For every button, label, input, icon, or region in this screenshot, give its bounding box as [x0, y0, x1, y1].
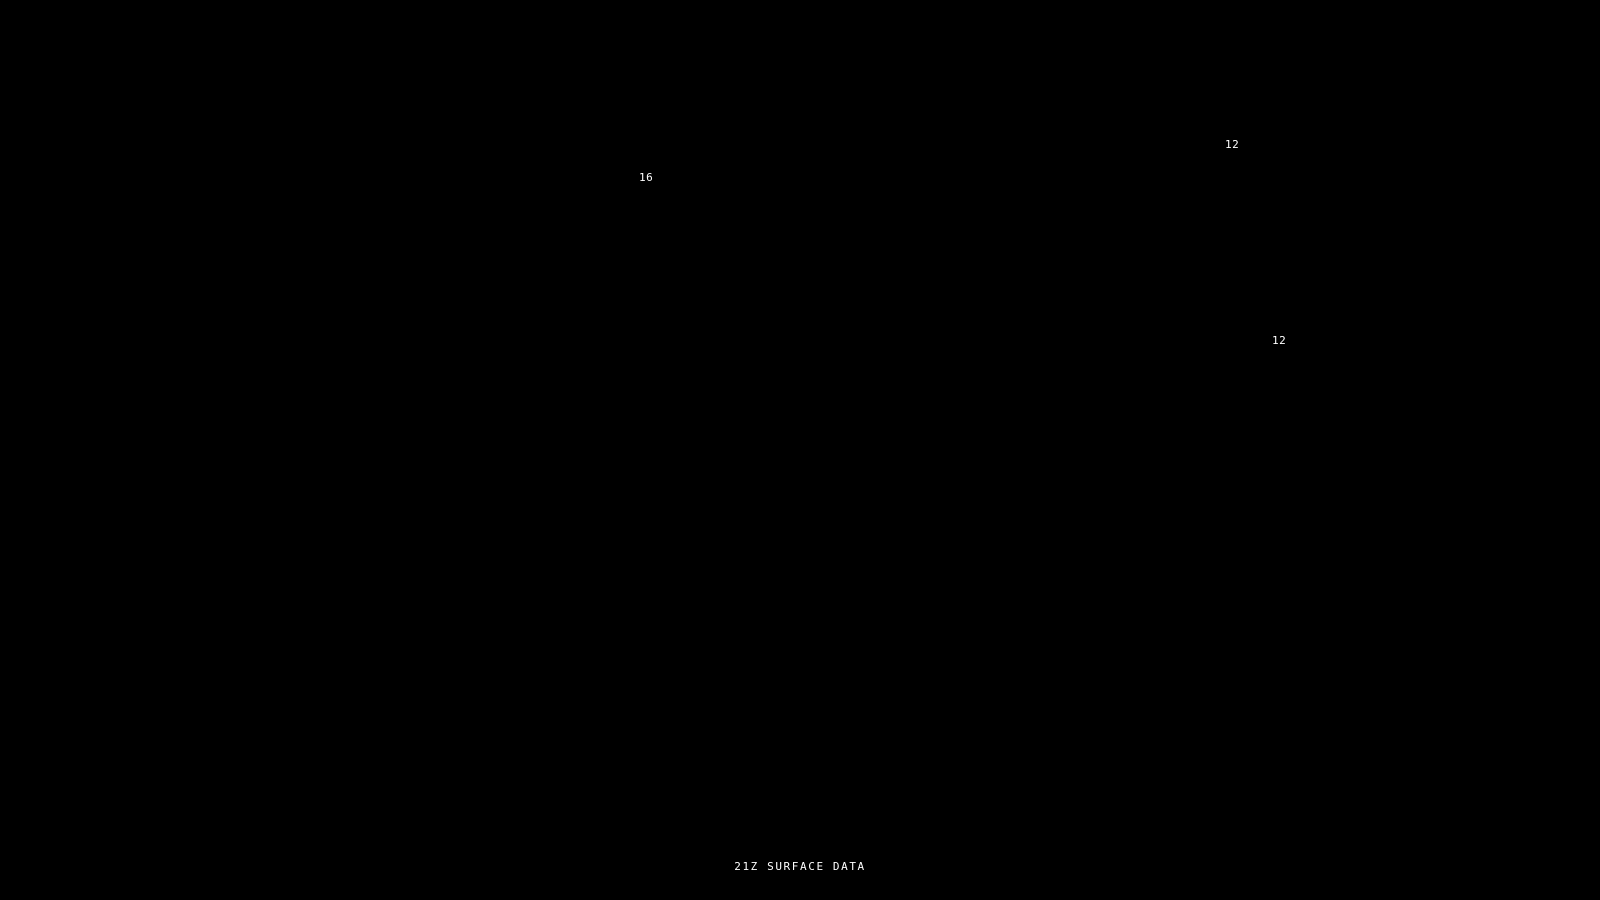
map-caption: 21Z SURFACE DATA: [734, 860, 866, 873]
station-observation-value: 12: [1272, 334, 1287, 347]
station-observation-value: 16: [639, 171, 654, 184]
station-observation-value: 12: [1225, 138, 1240, 151]
